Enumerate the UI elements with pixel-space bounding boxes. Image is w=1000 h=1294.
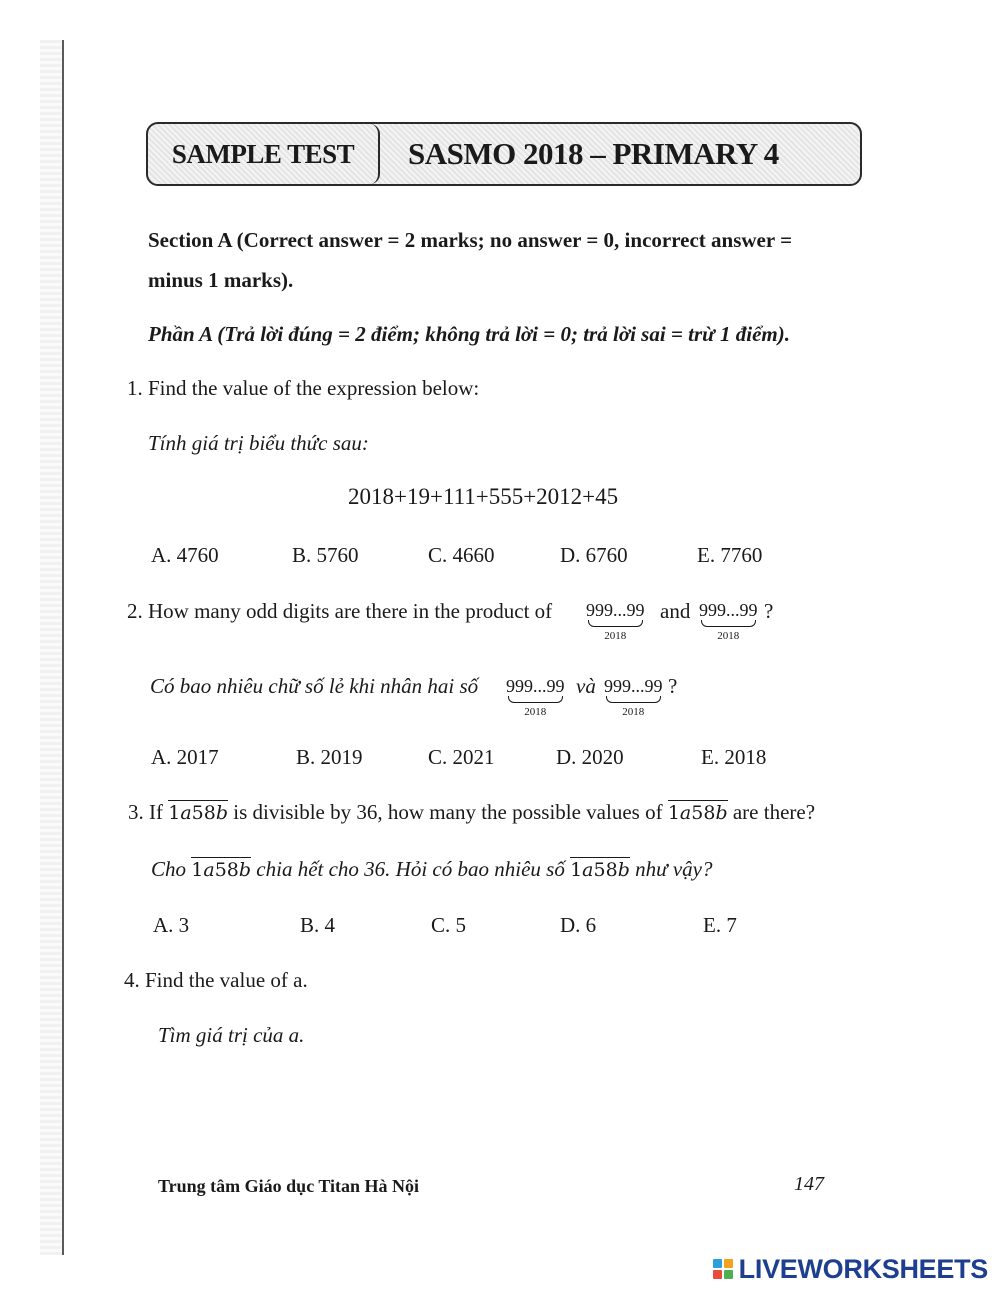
question-number: 3. [128,800,144,824]
option-c: C. 2021 [428,745,495,769]
variable-a: a [180,802,192,824]
if-word: If [149,800,163,824]
and-word: and [660,599,691,623]
test-title: SASMO 2018 – PRIMARY 4 [408,136,779,171]
option-c: C. 4660 [428,543,495,567]
option-d: D. 6 [560,913,597,937]
vi-and-word: và [576,674,596,698]
sample-test-label: SAMPLE TEST [148,124,380,184]
repeated-nines-vi-1 [505,677,566,720]
underbrace [506,696,565,704]
repeated-nines-1 [585,601,646,644]
question-1 [127,376,479,401]
option-d: D. 2020 [556,745,624,769]
option-e: E. 7 [703,913,737,937]
option-b: B. 5760 [292,543,359,567]
variable-b: b [238,859,252,881]
number-text: 999...99 [604,676,663,696]
option-a: A. 4760 [151,543,219,567]
overlined-number [668,800,728,824]
number-text: 999...99 [586,600,645,620]
variable-b: b [617,859,630,881]
digit-one: 1 [191,859,204,881]
option-e: E. 7760 [697,543,763,567]
section-heading-vi: Phần A (Trả lời đúng = 2 điểm; không trả lời = 0; trả lời sai = trừ 1 điểm). [148,322,790,346]
question-number: 4. [124,968,140,992]
option-a: A. 3 [153,913,190,937]
question-mark: ? [764,599,774,623]
repeated-nines-vi-2 [603,677,664,720]
expression: 2018+19+111+555+2012+45 [348,484,619,509]
scan-binding-shadow [40,40,62,1255]
section-heading-en-line2: minus 1 marks). [148,268,294,292]
repeated-nines-2 [698,601,759,644]
section-heading-en-line1: Section A (Correct answer = 2 marks; no answer = 0, incorrect answer = [148,228,793,252]
underbrace [604,696,663,704]
option-a: A. 2017 [151,745,219,769]
digit-count: 2018 [717,630,740,642]
digits-58: 58 [191,802,216,824]
option-e: E. 2018 [701,745,767,769]
question-text: is divisible by 36, how many the possible values of [233,800,663,824]
overlined-number [570,857,630,881]
digits-58: 58 [691,802,716,824]
digit-one: 1 [570,859,583,881]
question-number: 1. [127,376,143,400]
page-number: 147 [794,1173,824,1195]
question-text: Find the value of the expression below: [148,376,480,400]
variable-b: b [215,802,229,824]
overlined-number [191,857,251,881]
question-text-end: are there? [732,800,816,824]
vi-text: chia hết cho 36. Hỏi có bao nhiêu số [256,857,565,881]
number-text: 999...99 [699,600,758,620]
question-3 [128,800,815,825]
underbrace [699,620,758,628]
question-number: 2. [127,599,143,623]
question-2 [127,599,552,624]
question-4 [124,968,308,993]
digit-one: 1 [667,802,680,824]
question-text: How many odd digits are there in the product of [148,599,553,623]
question-4-vi: Tìm giá trị của a. [158,1023,305,1047]
option-d: D. 6760 [560,543,628,567]
variable-b: b [715,802,728,824]
question-3-vi [151,857,712,882]
digits-58: 58 [593,859,618,881]
vi-question-mark: ? [668,674,678,698]
scan-binding-line [62,40,64,1255]
question-1-vi: Tính giá trị biểu thức sau: [148,431,369,455]
underbrace [586,620,645,628]
overlined-number [168,800,228,824]
footer-center-name: Trung tâm Giáo dục Titan Hà Nội [158,1176,420,1196]
vi-text-end: như vậy? [635,857,713,881]
variable-a: a [679,802,692,824]
vi-cho: Cho [151,857,187,881]
logo-text: LIVEWORKSHEETS [738,1253,988,1284]
number-text: 999...99 [506,676,565,696]
option-b: B. 2019 [296,745,363,769]
logo-grid-icon [713,1259,733,1279]
variable-a: a [203,859,215,881]
digit-one: 1 [168,802,181,824]
question-text: Find the value of a. [145,968,308,992]
option-b: B. 4 [300,913,336,937]
title-banner [146,122,862,186]
digits-58: 58 [214,859,239,881]
digit-count: 2018 [622,706,645,718]
question-2-vi: Có bao nhiêu chữ số lẻ khi nhân hai số [150,674,479,698]
option-c: C. 5 [431,913,467,937]
variable-a: a [582,859,594,881]
digit-count: 2018 [604,630,627,642]
liveworksheets-logo [713,1254,988,1284]
digit-count: 2018 [524,706,547,718]
